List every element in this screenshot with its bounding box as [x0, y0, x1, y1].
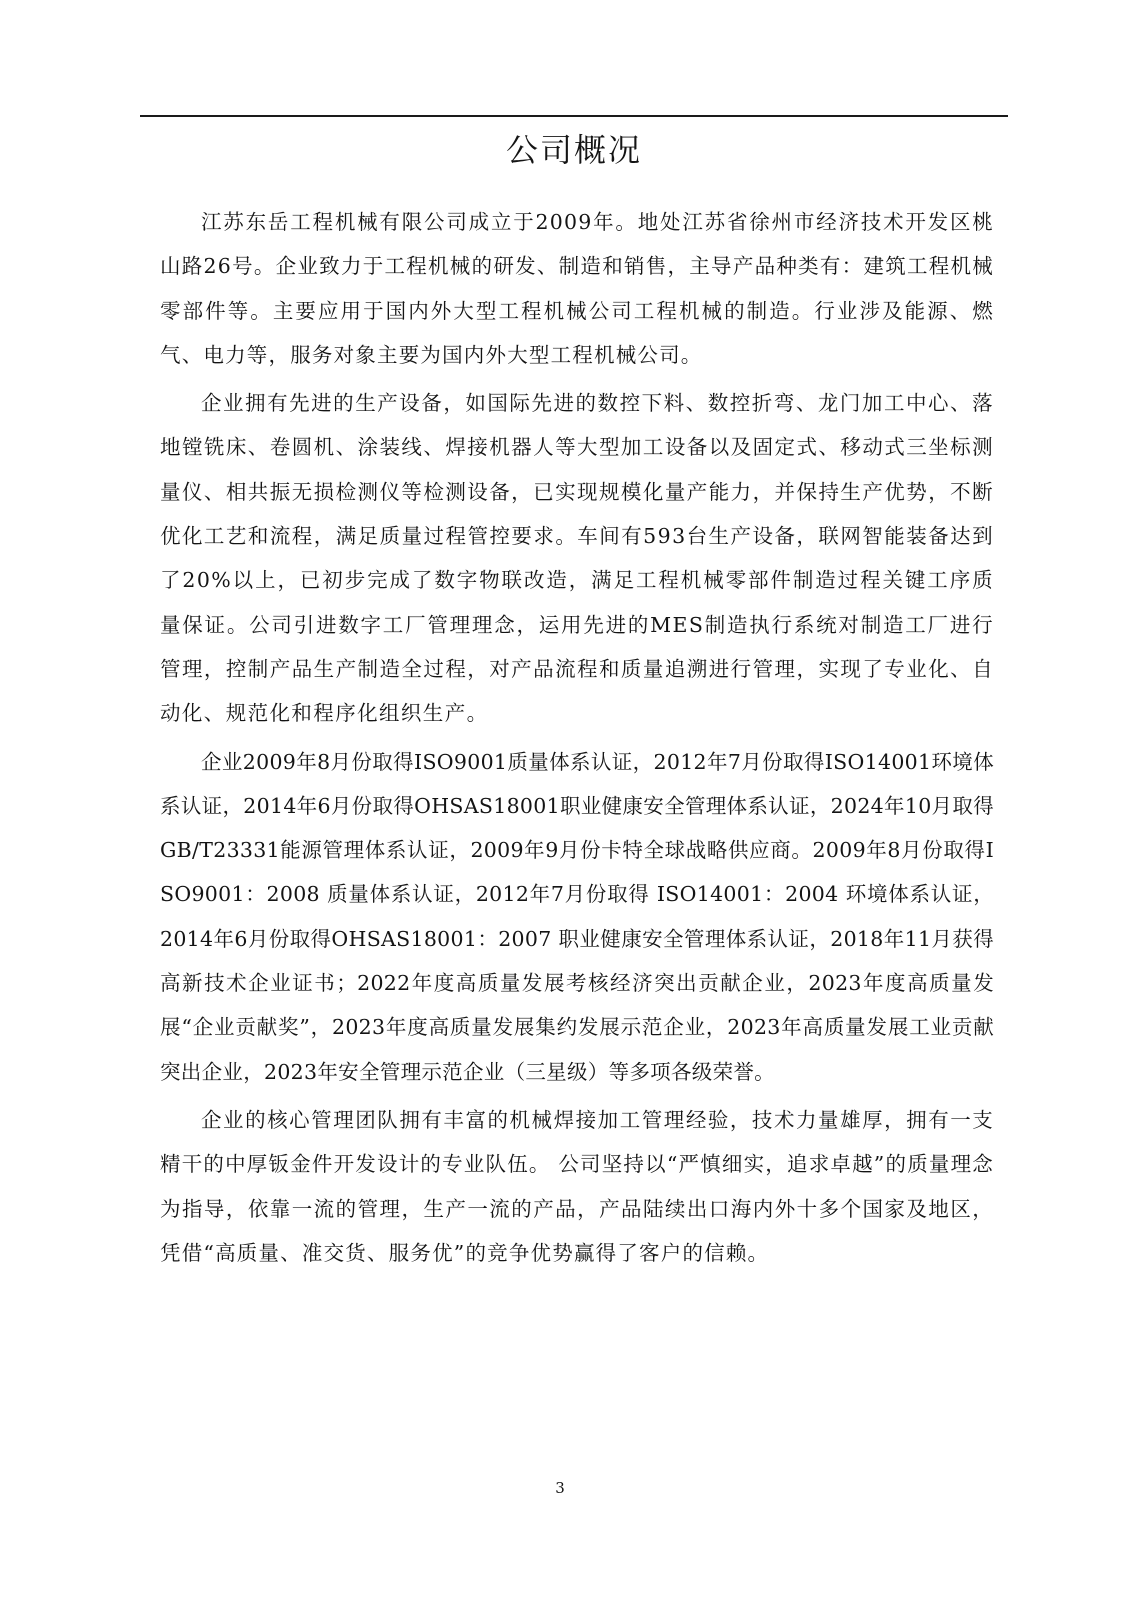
paragraph-company-intro: 江苏东岳工程机械有限公司成立于2009年。地处江苏省徐州市经济技术开发区桃山路26号。企业致力于工程机械的研发、制造和销售，主导产品种类有：建筑工程机械零部件等。主要应用于国内外大型工程机械公司工程机械的制造。行业涉及能源、燃气、电力等，服务对象主要为国内外大型工程机械公司。 [160, 210, 994, 367]
paragraph-team-quality: 企业的核心管理团队拥有丰富的机械焊接加工管理经验，技术力量雄厚，拥有一支精干的中厚钣金件开发设计的专业队伍。 公司坚持以“严慎细实，追求卓越”的质量理念为指导，依靠一流的管理，生产一流的产品，产品陆续出口海内外十多个国家及地区，凭借“高质量、准交货、服务优”的竞争优势赢得了客户的信赖。 [160, 1107, 994, 1265]
page-title: 公司概况 [505, 131, 642, 169]
paragraph-equipment: 企业拥有先进的生产设备，如国际先进的数控下料、数控折弯、龙门加工中心、落地镗铣床、卷圆机、涂装线、焊接机器人等大型加工设备以及固定式、移动式三坐标测量仪、相共振无损检测仪等检测设备，已实现规模化量产能力，并保持生产优势，不断优化工艺和流程，满足质量过程管控要求。车间有593台生产设备，联网智能装备达到了20%以上，已初步完成了数字物联改造，满足工程机械零部件制造过程关键工序质量保证。公司引进数字工厂管理理念，运用先进的MES制造执行系统对制造工厂进行管理，控制产品生产制造全过程，对产品流程和质量追溯进行管理，实现了专业化、自动化、规范化和程序化组织生产。 [160, 391, 994, 726]
header-rule [140, 115, 1008, 117]
page-number: 3 [555, 1479, 565, 1497]
body-text [160, 200, 994, 1279]
paragraph-certifications: 企业2009年8月份取得ISO9001质量体系认证，2012年7月份取得ISO14001环境体系认证，2014年6月份取得OHSAS18001职业健康安全管理体系认证，2024年10月取得GB/T23331能源管理体系认证，2009年9月份卡特全球战略供应商。2009年8月份取得ISO9001：2008 质量体系认证，2012年7月份取得 ISO14001：2004 环境体系认证，2014年6月份取得OHSAS18001：2007 职业健康安全管理体系认证，2018年11月获得高新技术企业证书；2022年度高质量发展考核经济突出贡献企业，2023年度高质量发展“企业贡献奖”，2023年度高质量发展集约发展示范企业，2023年高质量发展工业贡献突出企业，2023年安全管理示范企业（三星级）等多项各级荣誉。 [160, 749, 994, 1084]
